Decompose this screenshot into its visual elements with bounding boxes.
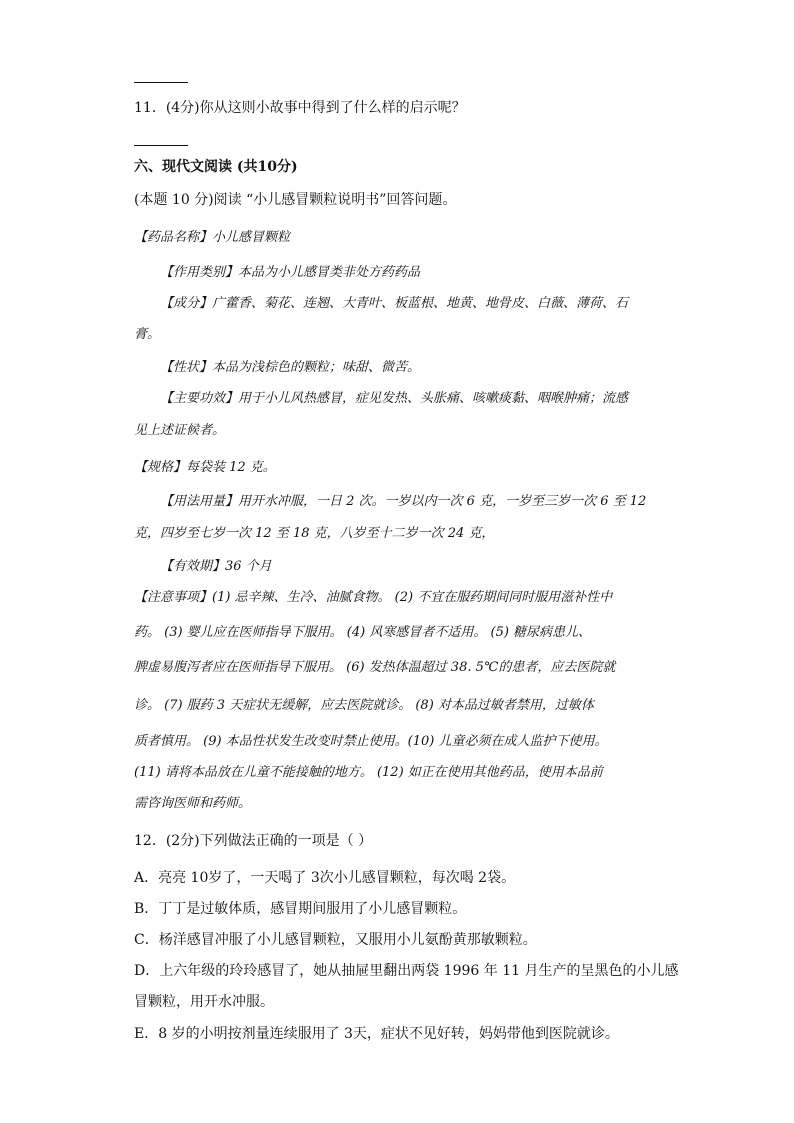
option-d-cont: 冒颗粒，用开水冲服。	[134, 994, 274, 1010]
leaflet-notes-cont: 脾虚易腹泻者应在医师指导下服用。 (6) 发热体温超过 38. 5℃的患者，应去医院就	[134, 660, 616, 675]
leaflet-spec: 【规格】每袋装 12 克。	[134, 460, 276, 475]
option-e[interactable]: E．8 岁的小明按剂量连续服用了 3天，症状不见好转，妈妈带他到医院就诊。	[134, 1026, 619, 1042]
leaflet-ingredients-cont: 膏。	[134, 327, 161, 342]
question-12-stem: 12．(2分)下列做法正确的一项是（ ）	[134, 833, 373, 849]
answer-blank-line[interactable]	[134, 82, 188, 83]
answer-blank-line[interactable]	[134, 145, 188, 146]
leaflet-drug-name: 【药品名称】小儿感冒颗粒	[134, 230, 291, 245]
option-c[interactable]: C．杨洋感冒冲服了小儿感冒颗粒，又服用小儿氨酚黄那敏颗粒。	[134, 932, 537, 948]
leaflet-notes-cont: 需咨询医师和药师。	[134, 796, 252, 811]
leaflet-category: 【作用类别】本品为小儿感冒类非处方药药品	[160, 265, 421, 280]
leaflet-validity: 【有效期】36 个月	[160, 559, 272, 574]
leaflet-appearance: 【性状】本品为浅棕色的颗粒；味甜、微苦。	[160, 360, 421, 375]
leaflet-notes-cont: 药。 (3) 婴儿应在医师指导下服用。 (4) 风寒感冒者不适用。 (5) 糖尿病患儿、	[134, 625, 592, 640]
option-d[interactable]: D．上六年级的玲玲感冒了，她从抽屉里翻出两袋 1996 年 11 月生产的呈黑色的小儿感	[134, 963, 679, 979]
option-b[interactable]: B．丁丁是过敏体质，感冒期间服用了小儿感冒颗粒。	[134, 901, 467, 917]
section-heading: 六、现代文阅读 (共10分)	[134, 159, 298, 175]
leaflet-ingredients: 【成分】广藿香、菊花、连翘、大青叶、板蓝根、地黄、地骨皮、白薇、薄荷、石	[160, 296, 629, 311]
leaflet-notes: 【注意事项】(1) 忌辛辣、生冷、油腻食物。 (2) 不宜在服药期间同时服用滋补性中	[134, 590, 613, 605]
question-11: 11．(4分)你从这则小故事中得到了什么样的启示呢？	[134, 100, 466, 116]
leaflet-dosage-cont: 克，四岁至七岁一次 12 至 18 克，八岁至十二岁一次 24 克，	[134, 526, 495, 541]
option-a[interactable]: A．亮亮 10岁了，一天喝了 3次小儿感冒颗粒，每次喝 2袋。	[134, 870, 516, 886]
leaflet-notes-cont: (11) 请将本品放在儿童不能接触的地方。 (12) 如正在使用其他药品，使用本品前	[134, 765, 603, 780]
leaflet-indications-cont: 见上述证候者。	[134, 423, 226, 438]
section-intro: (本题 10 分)阅读 “小儿感冒颗粒说明书”回答问题。	[134, 192, 457, 208]
leaflet-notes-cont: 诊。 (7) 服药 3 天症状无缓解，应去医院就诊。 (8) 对本品过敏者禁用，过敏体	[134, 698, 594, 713]
leaflet-dosage: 【用法用量】用开水冲服，一日 2 次。一岁以内一次 6 克，一岁至三岁一次 6 至 12	[160, 494, 647, 509]
leaflet-indications: 【主要功效】用于小儿风热感冒，症见发热、头胀痛、咳嗽痰黏、咽喉肿痛；流感	[160, 391, 629, 406]
leaflet-notes-cont: 质者慎用。 (9) 本品性状发生改变时禁止使用。(10) 儿童必须在成人监护下使用。	[134, 734, 608, 749]
